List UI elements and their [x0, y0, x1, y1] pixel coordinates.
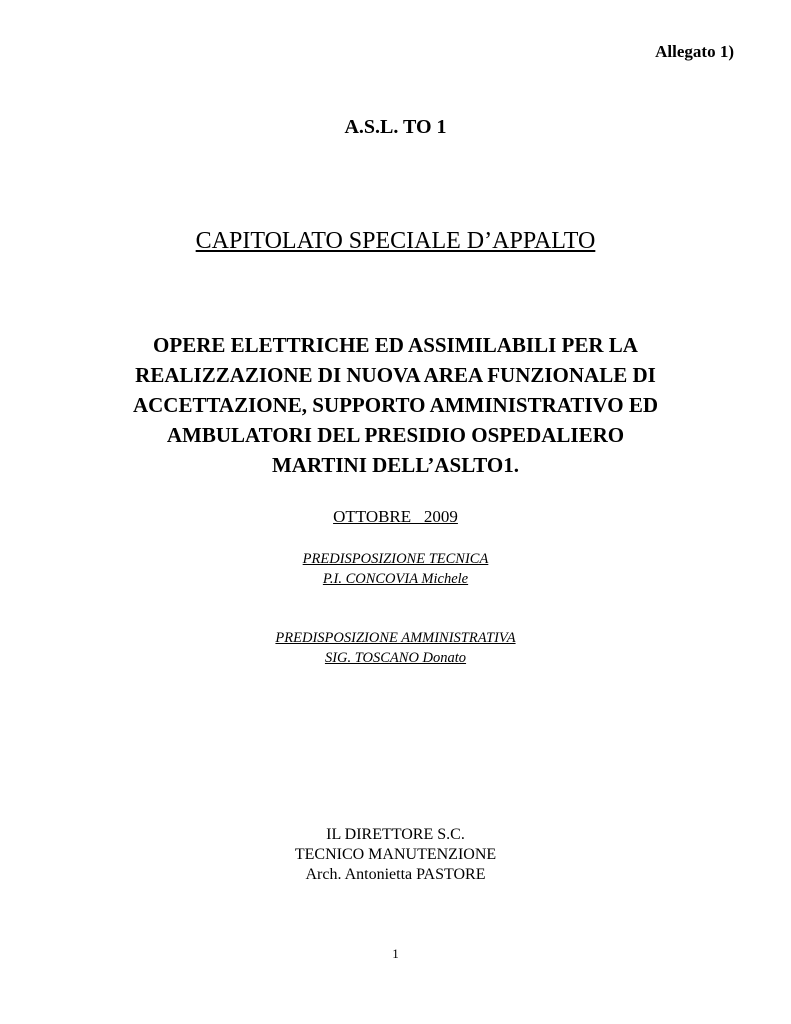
subject-line: MARTINI DELL’ASLTO1. [271, 453, 520, 477]
annex-label: Allegato 1) [655, 42, 734, 61]
document-date: OTTOBRE 2009 [333, 507, 458, 526]
director-block [0, 825, 791, 885]
director-title: IL DIRETTORE S.C. [326, 826, 465, 843]
subject-line: REALIZZAZIONE DI NUOVA AREA FUNZIONALE DI [135, 363, 656, 387]
technical-preparation-person: P.I. CONCOVIA Michele [322, 571, 469, 587]
administrative-preparation [0, 628, 791, 668]
technical-preparation [0, 549, 791, 589]
document-subject [0, 330, 791, 480]
organization-name: A.S.L. TO 1 [344, 116, 447, 138]
document-title: CAPITOLATO SPECIALE D’APPALTO [195, 228, 596, 254]
technical-preparation-heading: PREDISPOSIZIONE TECNICA [302, 551, 489, 567]
director-department: TECNICO MANUTENZIONE [294, 846, 497, 863]
subject-line: OPERE ELETTRICHE ED ASSIMILABILI PER LA [153, 333, 638, 357]
subject-line: ACCETTAZIONE, SUPPORTO AMMINISTRATIVO ED [132, 393, 659, 417]
subject-line: AMBULATORI DEL PRESIDIO OSPEDALIERO [166, 423, 625, 447]
administrative-preparation-person: SIG. TOSCANO Donato [324, 650, 467, 666]
director-name: Arch. Antonietta PASTORE [305, 866, 486, 883]
administrative-preparation-heading: PREDISPOSIZIONE AMMINISTRATIVA [275, 630, 516, 646]
page-number: 1 [392, 946, 399, 961]
